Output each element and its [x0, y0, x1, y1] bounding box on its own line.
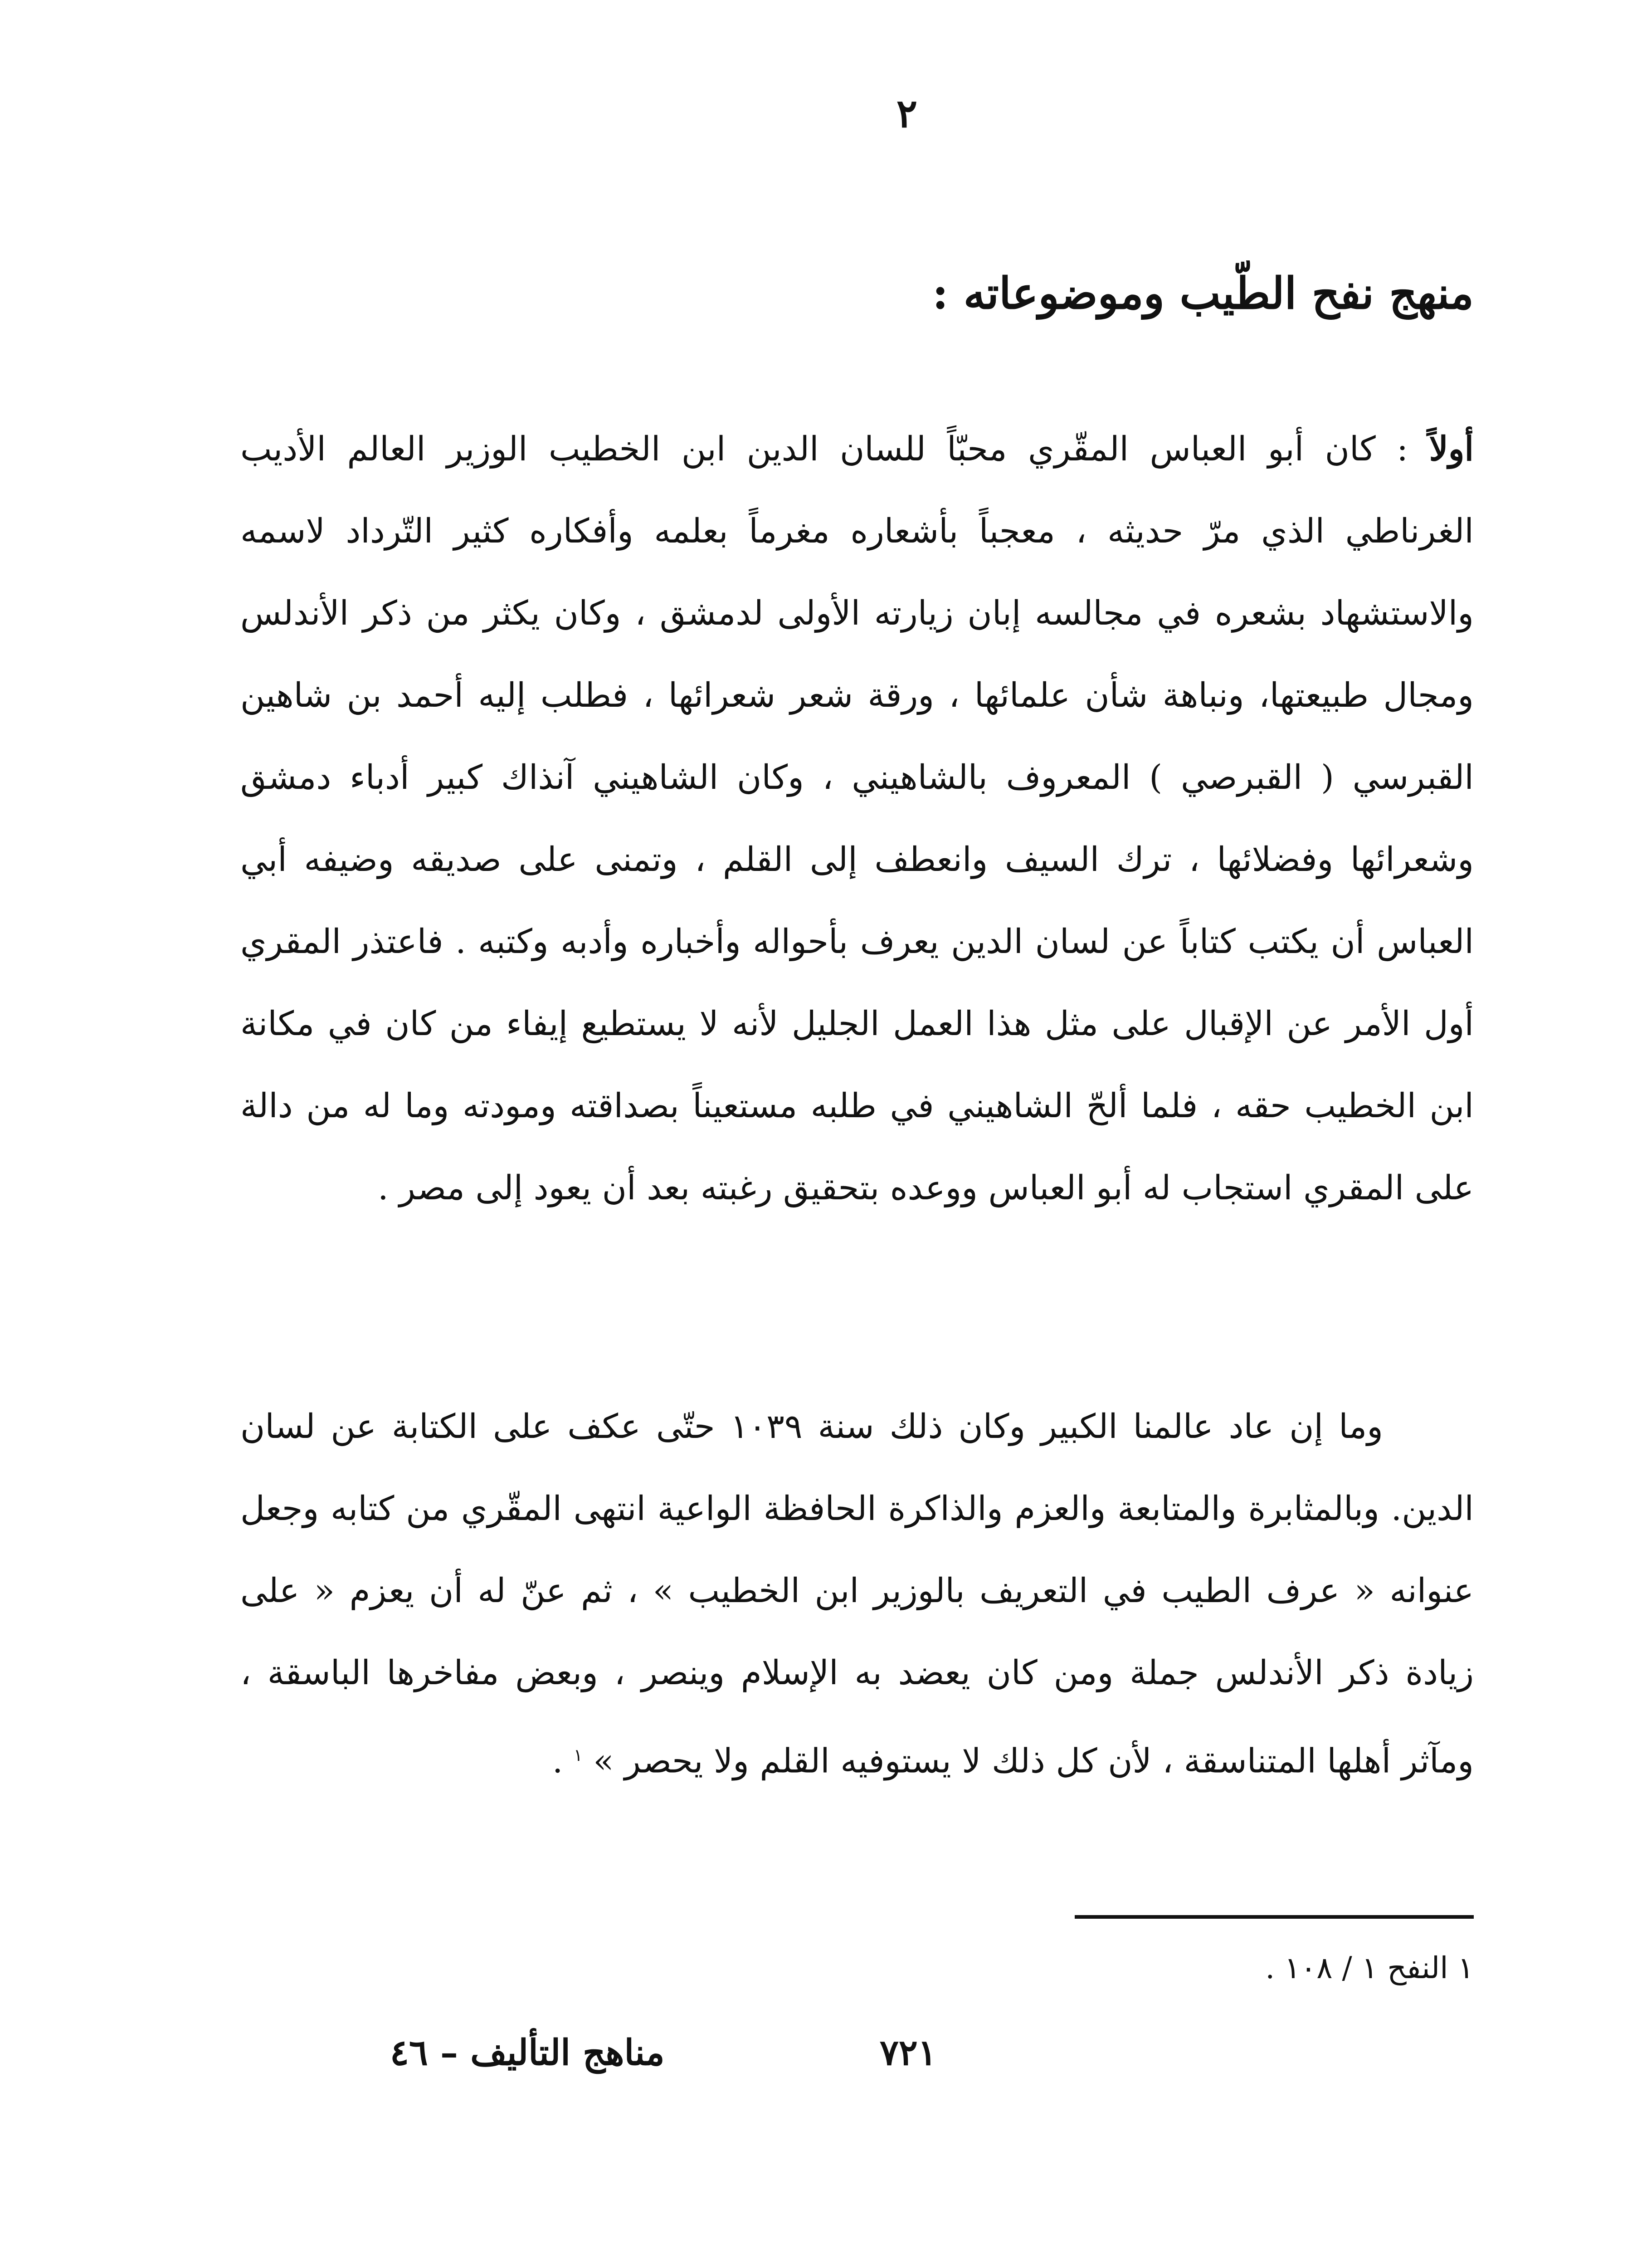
footer-page-number: ٧٢١ [880, 2032, 937, 2073]
paragraph-1 [240, 408, 1474, 1229]
paragraph-1-text: : كان أبو العباس المقّري محبّاً للسان الدين ابن الخطيب الوزير العالم الأديب الغرناطي الذي مرّ حديثه ، معجباً بأشعاره مغرماً بعلمه وأفكاره كثير التّرداد لاسمه والاستشهاد بشعره في مجالسه إبان زيارته الأولى لدمشق ، وكان يكثر من ذكر الأندلس ومجال طبيعتها، ونباهة شأن علمائها ، ورقة شعر شعرائها ، فطلب إليه أحمد بن شاهين القبرسي ( القبرصي ) المعروف بالشاهيني ، وكان الشاهيني آنذاك كبير أدباء دمشق وشعرائها وفضلائها ، ترك السيف وانعطف إلى القلم ، وتمنى على صديقه وضيفه أبي العباس أن يكتب كتاباً عن لسان الدين يعرف بأحواله وأخباره وأدبه وكتبه . فاعتذر المقري أول الأمر عن الإقبال على مثل هذا العمل الجليل لأنه لا يستطيع إيفاء من كان في مكانة ابن الخطيب حقه ، فلما ألحّ الشاهيني في طلبه مستعيناً بصداقته ومودته وما له من دالة على المقري استجاب له أبو العباس ووعده بتحقيق رغبته بعد أن يعود إلى مصر . [240, 430, 1474, 1207]
page-number: ٢ [896, 91, 918, 137]
paragraph-2 [240, 1386, 1474, 1803]
paragraph-2-end: . [552, 1741, 574, 1781]
paragraph-2-text: وما إن عاد عالمنا الكبير وكان ذلك سنة ١٠٣٩ حتّى عكف على الكتابة عن لسان الدين. وبالمثابرة والمتابعة والعزم والذاكرة الحافظة الواعية انتهى المقّري من كتابه وجعل عنوانه « عرف الطيب في التعريف بالوزير ابن الخطيب » ، ثم عنّ له أن يعزم « على زيادة ذكر الأندلس جملة ومن كان يعضد به الإسلام وينصر ، وبعض مفاخرها الباسقة ، ومآثر أهلها المتناسقة ، لأن كل ذلك لا يستوفيه القلم ولا يحصر » [240, 1407, 1474, 1781]
footnote-reference: ١ [573, 1745, 583, 1765]
footer-series-title: مناهج التأليف – ٤٦ [390, 2032, 665, 2073]
footnote: ١ النفح ١ / ١٠٨ . [1265, 1950, 1474, 1985]
section-heading: منهج نفح الطّيب وموضوعاته : [932, 268, 1474, 319]
paragraph-1-lead: أولاً [1429, 430, 1474, 469]
footnote-divider [1075, 1915, 1474, 1919]
